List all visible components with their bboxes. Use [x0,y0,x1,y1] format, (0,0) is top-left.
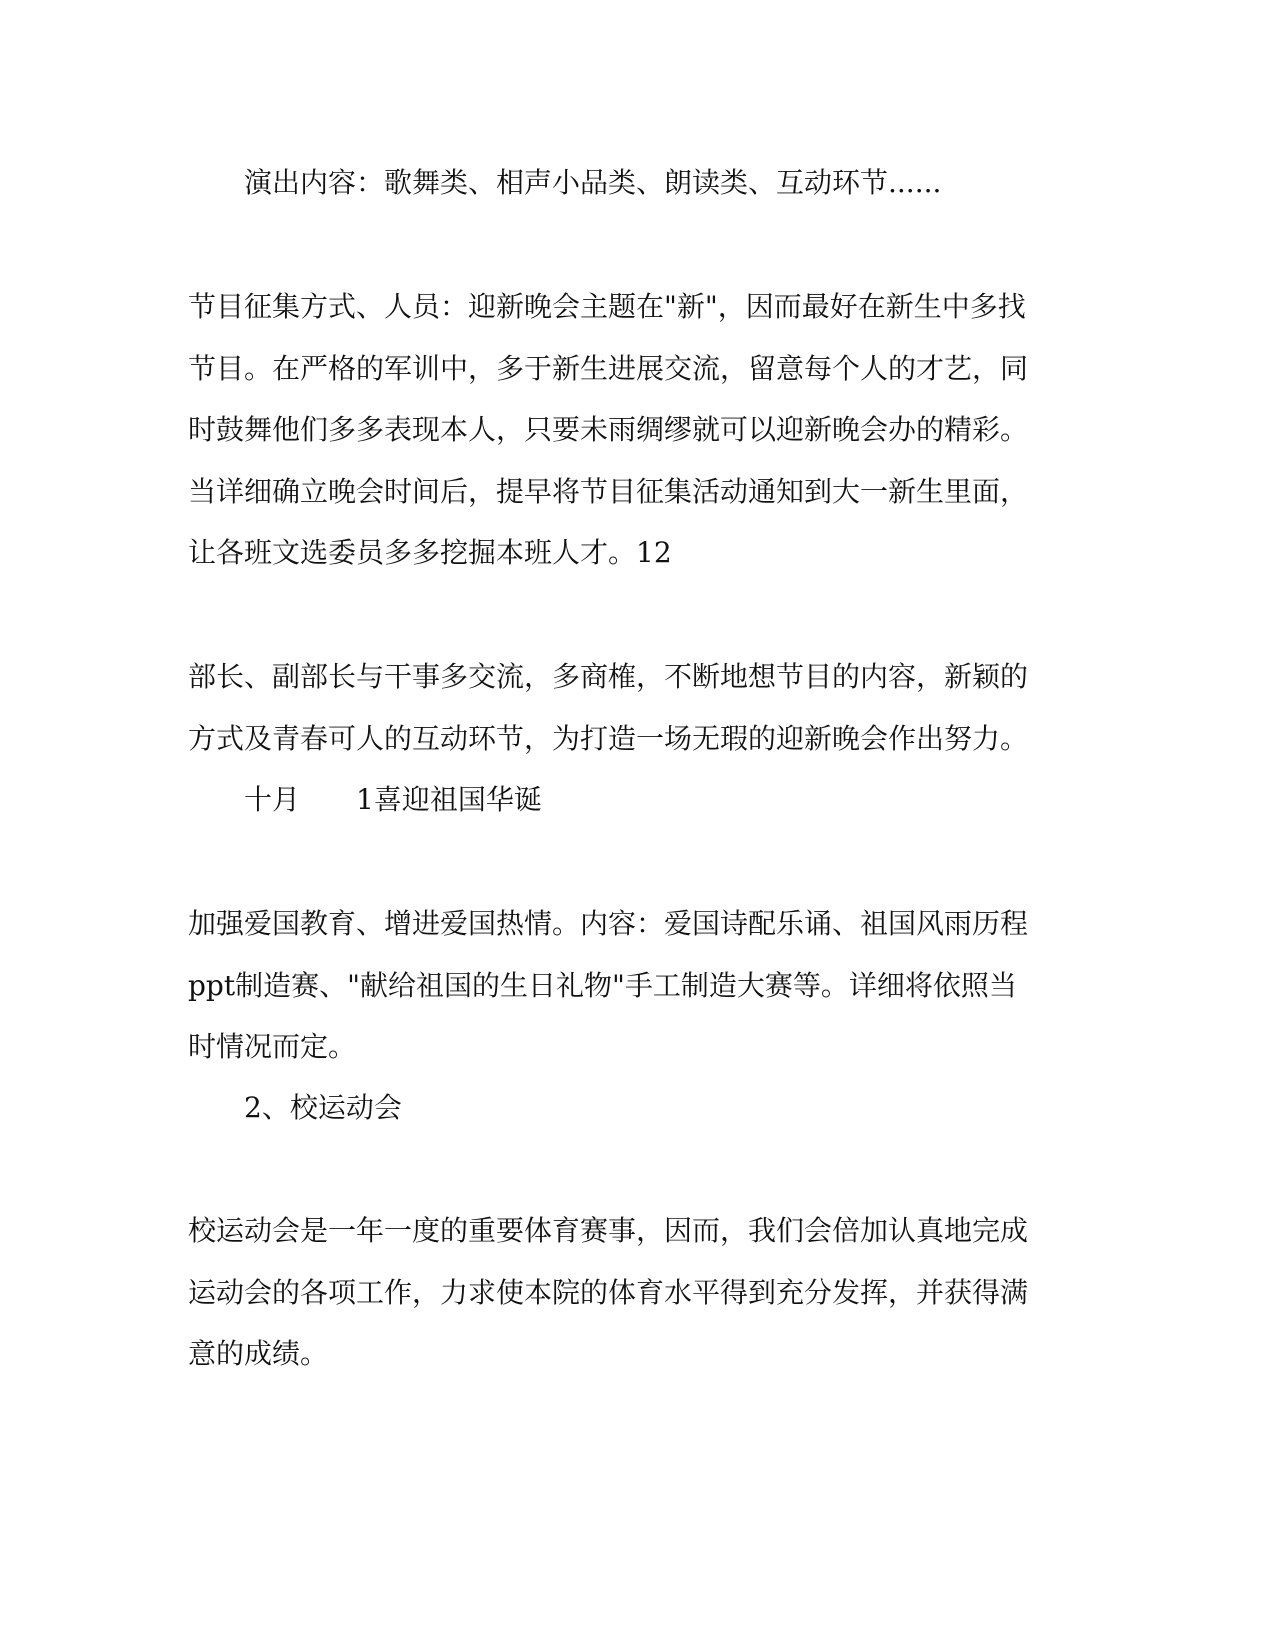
text-line: 演出内容：歌舞类、相声小品类、朗读类、互动环节...... [244,166,942,199]
text-line: 加强爱国教育、增进爱国热情。内容：爱国诗配乐诵、祖国风雨历程 [188,907,1029,940]
text-line: 部长、副部长与干事多交流，多商榷，不断地想节目的内容，新颖的 [188,660,1029,693]
text-line: 当详细确立晚会时间后，提早将节目征集活动通知到大一新生里面， [188,474,1029,508]
heading-title: 2、校运动会 [244,1091,402,1124]
text-line: ppt制造赛、"献给祖国的生日礼物"手工制造大赛等。详细将依照当 [188,968,1017,1002]
text-line: 节目征集方式、人员：迎新晚会主题在"新"，因而最好在新生中多找 [188,290,1026,323]
text-line: 意的成绩。 [188,1337,329,1370]
heading-month: 十月 [244,783,301,816]
text-line: 时情况而定。 [188,1030,357,1063]
paragraph-department-exchange [188,646,1048,769]
text-line: 节目。在严格的军训中，多于新生进展交流，留意每个人的才艺，同 [188,351,1029,385]
text-line: 时鼓舞他们多多表现本人，只要未雨绸缪就可以迎新晚会办的精彩。 [188,413,1029,446]
heading-title: 1喜迎祖国华诞 [356,783,542,816]
paragraph-patriotic-education [188,893,1048,1078]
text-line: 校运动会是一年一度的重要体育赛事，因而，我们会倍加认真地完成 [188,1214,1029,1247]
text-line: 运动会的各项工作，力求使本院的体育水平得到充分发挥，并获得满 [188,1275,1029,1309]
text-line: 方式及青春可人的互动环节，为打造一场无瑕的迎新晚会作出努力。 [188,721,1029,755]
text-line: 让各班文选委员多多挖掘本班人才。12 [188,536,672,569]
paragraph-program-collection [188,276,1048,584]
paragraph-performance-content [244,152,1104,214]
heading-sports-meeting [244,1077,1104,1139]
heading-october [244,769,1104,831]
paragraph-sports-meeting [188,1200,1048,1385]
